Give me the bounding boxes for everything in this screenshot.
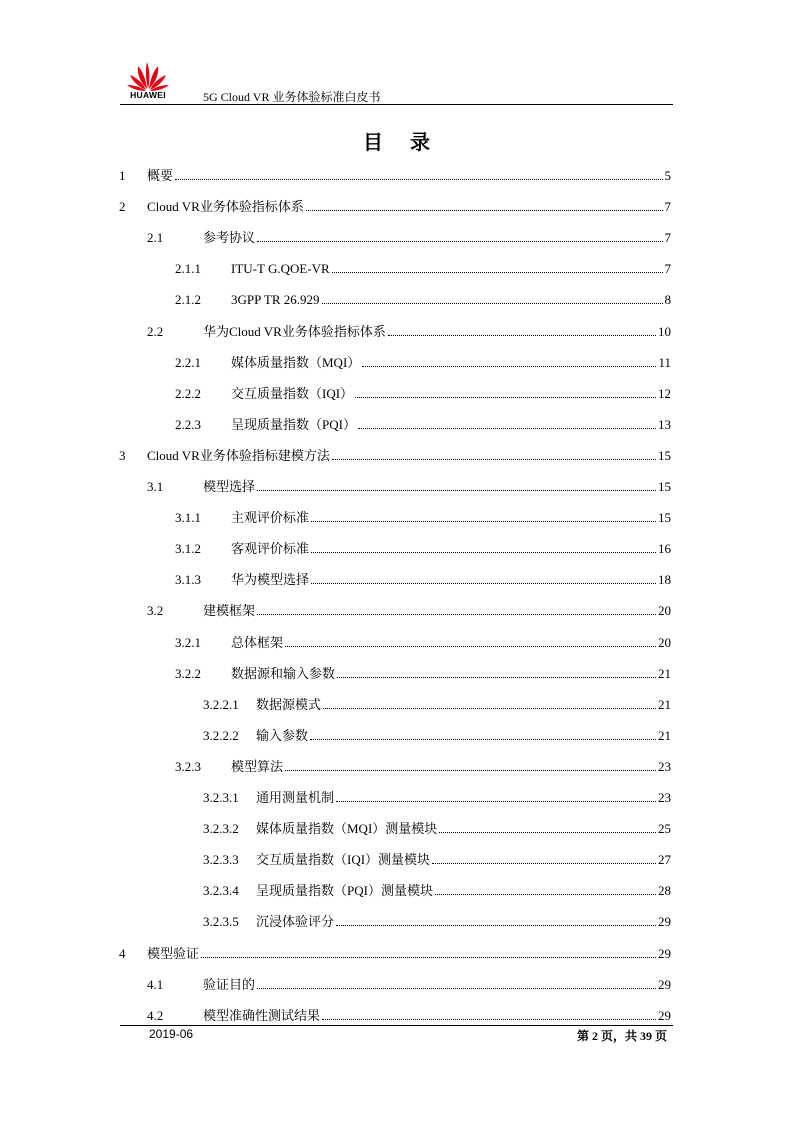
footer-date: 2019-06 [149,1027,194,1041]
toc-entry-number: 4.2 [147,1008,164,1023]
toc-entry-page[interactable]: 18 [658,572,671,587]
toc-entry-page[interactable]: 11 [658,355,671,370]
toc-entry-number: 3.2.3.2 [203,821,239,836]
toc-entry-number: 2.1.1 [175,261,201,276]
toc-entry-title[interactable]: 总体框架 [231,635,284,650]
toc-entry-page[interactable]: 15 [658,479,671,494]
toc-dot-leader [332,448,656,460]
toc-entry-title[interactable]: 华为Cloud VR业务体验指标体系 [203,324,386,339]
toc-entry-number: 2 [119,199,126,214]
toc-entry-number: 2.2.3 [175,417,201,432]
toc-entry-page[interactable]: 29 [658,977,671,992]
toc-entry-number: 3.2.1 [175,635,201,650]
toc-entry-number: 3.2.3.5 [203,914,239,929]
toc-entry-title[interactable]: 客观评价标准 [231,541,310,556]
toc-entry-title[interactable]: 呈现质量指数（PQI） [231,417,356,432]
toc-entry[interactable] [0,946,793,962]
toc-entry-title[interactable]: 数据源和输入参数 [231,666,336,681]
toc-dot-leader [257,479,656,491]
toc-entry[interactable] [0,541,793,557]
toc-entry-number: 3.1 [147,479,164,494]
toc-entry[interactable] [0,448,793,464]
toc-entry[interactable] [0,666,793,682]
toc-dot-leader [358,417,656,429]
toc-entry-title[interactable]: 概要 [147,168,174,183]
toc-entry-title[interactable]: 输入参数 [256,728,309,743]
toc-dot-leader [332,261,663,273]
toc-entry-page[interactable]: 28 [658,883,671,898]
toc-entry-number: 3.2.3 [175,759,201,774]
toc-entry[interactable] [0,821,793,837]
toc-dot-leader [439,821,656,833]
toc-entry[interactable] [0,697,793,713]
toc-entry-page[interactable]: 25 [658,821,671,836]
toc-entry[interactable] [0,324,793,340]
toc-entry-title[interactable]: 3GPP TR 26.929 [231,292,320,307]
toc-entry[interactable] [0,883,793,899]
toc-entry-page[interactable]: 13 [658,417,671,432]
toc-entry-page[interactable]: 5 [664,168,671,183]
toc-entry-title[interactable]: Cloud VR业务体验指标建模方法 [147,448,330,463]
toc-entry-page[interactable]: 20 [658,635,671,650]
toc-entry-number: 1 [119,168,126,183]
toc-dot-leader [388,324,656,336]
toc-entry-page[interactable]: 27 [658,852,671,867]
toc-entry-page[interactable]: 7 [664,199,671,214]
toc-entry-page[interactable]: 29 [658,914,671,929]
toc-entry-number: 2.2.2 [175,386,201,401]
toc-entry-page[interactable]: 23 [658,759,671,774]
toc-title: 目 录 [363,130,440,154]
toc-entry-title[interactable]: 华为模型选择 [231,572,310,587]
toc-dot-leader [311,541,656,553]
toc-dot-leader [257,230,662,242]
toc-entry-title[interactable]: 媒体质量指数（MQI）测量模块 [256,821,438,836]
toc-entry[interactable] [0,417,793,433]
toc-entry-title[interactable]: ITU-T G.QOE-VR [231,261,330,276]
toc-entry[interactable] [0,355,793,371]
toc-dot-leader [336,790,656,802]
toc-entry-title[interactable]: 模型验证 [147,946,200,961]
toc-entry[interactable] [0,790,793,806]
toc-entry[interactable] [0,603,793,619]
toc-entry-page[interactable]: 7 [664,261,671,276]
toc-dot-leader [322,1008,656,1020]
toc-entry-page[interactable]: 21 [658,697,671,712]
toc-entry[interactable] [0,1008,793,1024]
toc-entry-page[interactable]: 20 [658,603,671,618]
toc-entry-number: 3.2 [147,603,164,618]
toc-entry-page[interactable]: 12 [658,386,671,401]
toc-entry-number: 3.2.2.2 [203,728,239,743]
toc-entry-title[interactable]: 验证目的 [203,977,256,992]
toc-entry-number: 3 [119,448,126,463]
toc-dot-leader [175,168,662,180]
toc-entry-number: 2.1.2 [175,292,201,307]
toc-entry-page[interactable]: 29 [658,1008,671,1023]
toc-entry-title[interactable]: 模型准确性测试结果 [203,1008,321,1023]
toc-entry-number: 3.1.2 [175,541,201,556]
toc-entry[interactable] [0,168,793,184]
toc-entry-number: 3.2.3.1 [203,790,239,805]
toc-entry-number: 2.2 [147,324,164,339]
toc-entry[interactable] [0,510,793,526]
toc-entry[interactable] [0,759,793,775]
brand-name: HUAWEI [130,90,166,100]
toc-entry-title[interactable]: 媒体质量指数（MQI） [231,355,361,370]
toc-entry-title[interactable]: 模型算法 [231,759,284,774]
toc-dot-leader [362,355,656,367]
toc-entry-page[interactable]: 7 [664,230,671,245]
document-title: 5G Cloud VR 业务体验标准白皮书 [203,90,381,104]
toc-entry-title[interactable]: 主观评价标准 [231,510,310,525]
toc-dot-leader [311,572,656,584]
toc-entry-page[interactable]: 15 [658,510,671,525]
toc-dot-leader [285,635,656,647]
toc-dot-leader [336,914,656,926]
toc-entry[interactable] [0,728,793,744]
toc-entry-title[interactable]: 呈现质量指数（PQI）测量模块 [256,883,433,898]
header-divider [120,104,673,105]
toc-dot-leader [355,386,656,398]
toc-dot-leader [311,510,656,522]
toc-entry-number: 3.1.3 [175,572,201,587]
toc-entry-page[interactable]: 23 [658,790,671,805]
toc-dot-leader [285,759,656,771]
toc-dot-leader [257,977,656,989]
toc-entry[interactable] [0,572,793,588]
toc-entry-page[interactable]: 21 [658,666,671,681]
toc-entry[interactable] [0,199,793,215]
toc-entry-title[interactable]: 交互质量指数（IQI） [231,386,354,401]
toc-dot-leader [201,946,656,958]
toc-entry-number: 3.2.3.3 [203,852,239,867]
toc-entry-number: 4.1 [147,977,164,992]
toc-entry[interactable] [0,635,793,651]
toc-entry-number: 3.2.3.4 [203,883,239,898]
toc-entry-number: 2.1 [147,230,164,245]
toc-entry-page[interactable]: 15 [658,448,671,463]
toc-entry[interactable] [0,261,793,277]
toc-entry-page[interactable]: 16 [658,541,671,556]
toc-dot-leader [323,697,656,709]
toc-dot-leader [306,199,663,211]
toc-dot-leader [257,603,656,615]
toc-entry-title[interactable]: 模型选择 [203,479,256,494]
toc-entry-page[interactable]: 8 [664,292,671,307]
toc-entry-title[interactable]: 建模框架 [203,603,256,618]
toc-entry-title[interactable]: 沉浸体验评分 [256,914,335,929]
toc-entry-page[interactable]: 10 [658,324,671,339]
toc-dot-leader [435,883,656,895]
toc-entry-number: 3.2.2.1 [203,697,239,712]
toc-entry-number: 4 [119,946,126,961]
toc-entry[interactable] [0,914,793,930]
toc-entry-title[interactable]: 数据源模式 [256,697,322,712]
toc-entry-page[interactable]: 29 [658,946,671,961]
toc-entry[interactable] [0,852,793,868]
footer-page-number: 第 2 页，共 39 页 [576,1029,667,1043]
toc-dot-leader [337,666,656,678]
toc-dot-leader [322,292,663,304]
toc-dot-leader [432,852,656,864]
toc-entry-page[interactable]: 21 [658,728,671,743]
toc-entry-title[interactable]: 交互质量指数（IQI）测量模块 [256,852,431,867]
toc-entry[interactable] [0,230,793,246]
toc-entry[interactable] [0,292,793,308]
toc-entry[interactable] [0,386,793,402]
toc-entry[interactable] [0,479,793,495]
toc-entry[interactable] [0,977,793,993]
toc-dot-leader [310,728,656,740]
toc-entry-number: 3.2.2 [175,666,201,681]
toc-entry-number: 3.1.1 [175,510,201,525]
toc-entry-title[interactable]: Cloud VR业务体验指标体系 [147,199,304,214]
toc-entry-number: 2.2.1 [175,355,201,370]
toc-entry-title[interactable]: 通用测量机制 [256,790,335,805]
toc-entry-title[interactable]: 参考协议 [203,230,256,245]
footer-divider [120,1025,673,1026]
